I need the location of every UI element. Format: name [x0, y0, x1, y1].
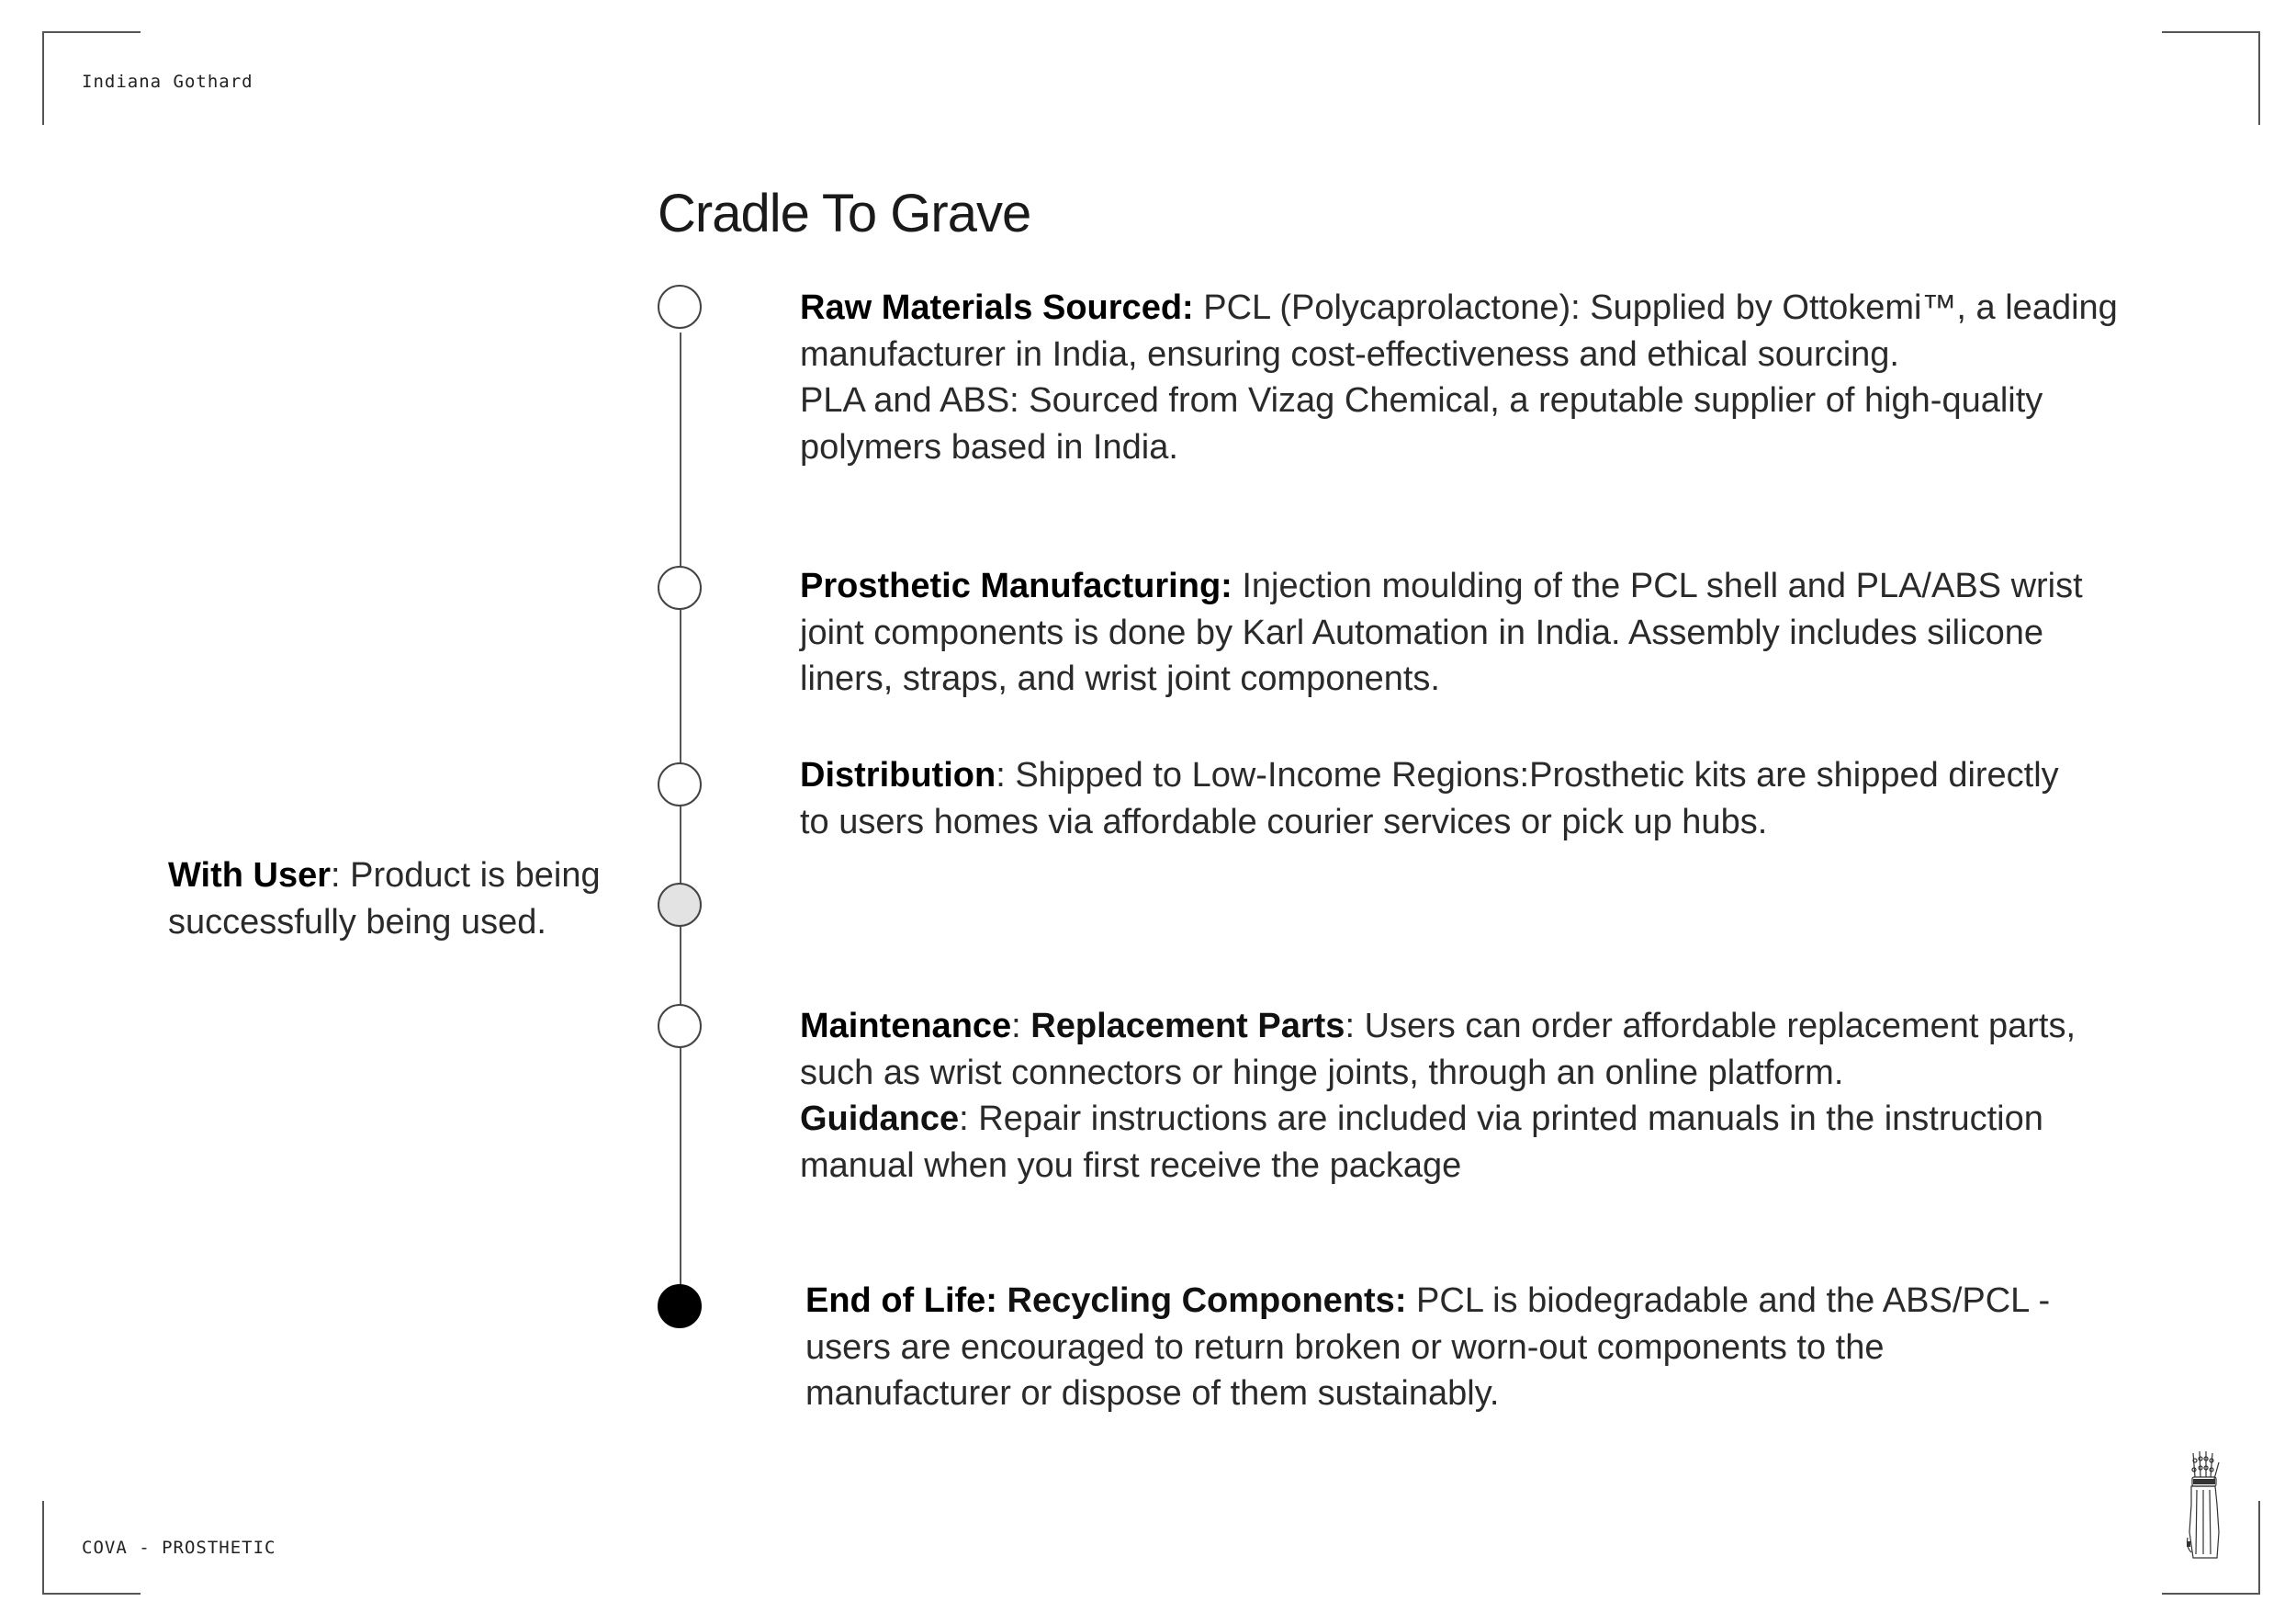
- entry-text: : Shipped to Low-Income Regions:Prosthetic kits are shipped directly: [996, 756, 2059, 795]
- prosthetic-arm-logo: [2182, 1449, 2224, 1562]
- author-label: Indiana Gothard: [82, 72, 253, 92]
- entry-with-user: [168, 852, 646, 946]
- entry-separator: :: [1011, 1007, 1031, 1045]
- entry-text: manufacturer or dispose of them sustainably.: [805, 1374, 1500, 1413]
- timeline-node-manufacturing: [658, 566, 702, 610]
- entry-text: joint components is done by Karl Automation in India. Assembly includes silicone: [800, 613, 2043, 652]
- footer-label: COVA - PROSTHETIC: [82, 1538, 276, 1558]
- entry-text: liners, straps, and wrist joint components.: [800, 660, 1440, 698]
- entry-text: polymers based in India.: [800, 427, 1178, 467]
- entry-manufacturing: [800, 563, 2122, 703]
- timeline-node-maintenance: [658, 1004, 702, 1048]
- entry-heading: Prosthetic Manufacturing:: [800, 567, 1232, 605]
- entry-text: : Product is being: [331, 856, 601, 895]
- entry-maintenance: [800, 1003, 2122, 1189]
- entry-text: : Users can order affordable replacement parts,: [1345, 1007, 2077, 1045]
- entry-text: PCL is biodegradable and the ABS/PCL -: [1406, 1281, 2051, 1320]
- entry-text: Injection moulding of the PCL shell and PLA/ABS wrist: [1232, 567, 2083, 605]
- entry-heading: With User: [168, 856, 332, 895]
- timeline-node-with-user: [658, 883, 702, 927]
- entry-distribution: [800, 752, 2122, 845]
- timeline-line: [680, 333, 681, 1306]
- timeline-node-end-of-life: [658, 1284, 702, 1328]
- entry-text: PCL (Polycaprolactone): Supplied by Ottokemi™, a leading: [1193, 288, 2118, 327]
- entry-text: manual when you first receive the package: [800, 1145, 1462, 1185]
- entry-subheading: Replacement Parts: [1030, 1007, 1345, 1045]
- entry-end-of-life: [805, 1278, 2128, 1417]
- entry-text: successfully being used.: [168, 903, 546, 942]
- page-title: Cradle To Grave: [658, 183, 1031, 243]
- entry-subheading: Recycling Components:: [996, 1281, 1407, 1320]
- entry-raw-materials: [800, 285, 2122, 470]
- entry-text: such as wrist connectors or hinge joints, through an online platform.: [800, 1053, 1844, 1092]
- entry-text: : Repair instructions are included via printed manuals in the instruction: [959, 1100, 2043, 1138]
- entry-subheading: Guidance: [800, 1100, 960, 1138]
- entry-heading: Maintenance: [800, 1007, 1012, 1045]
- entry-text: to users homes via affordable courier services or pick up hubs.: [800, 802, 1768, 841]
- corner-mark-top-right: [2162, 31, 2260, 125]
- entry-heading: Distribution: [800, 756, 996, 795]
- entry-text: PLA and ABS: Sourced from Vizag Chemical, a reputable supplier of high-quality: [800, 381, 2043, 420]
- entry-text: users are encouraged to return broken or worn-out components to the: [805, 1327, 1885, 1367]
- entry-heading: Raw Materials Sourced:: [800, 288, 1194, 327]
- timeline-node-distribution: [658, 762, 702, 806]
- entry-text: manufacturer in India, ensuring cost-effectiveness and ethical sourcing.: [800, 334, 1899, 374]
- timeline-node-raw-materials: [658, 285, 702, 329]
- entry-heading: End of Life:: [805, 1281, 997, 1320]
